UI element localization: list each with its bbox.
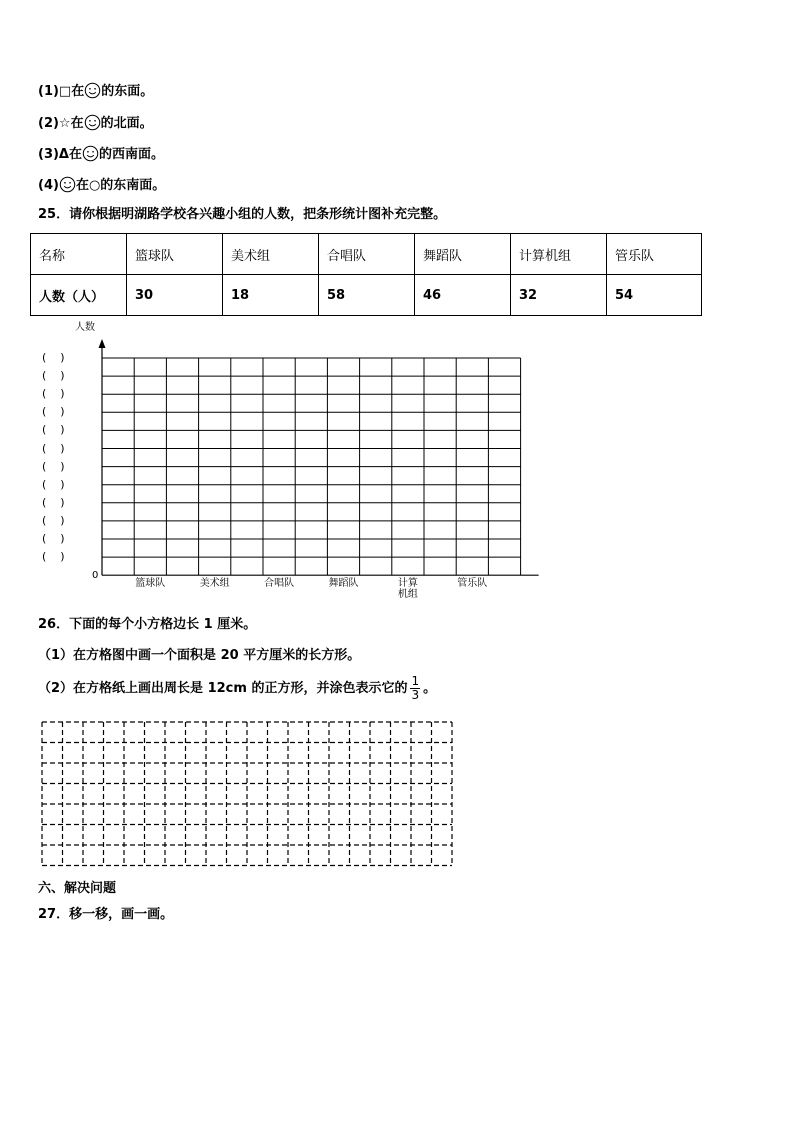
direction-prefix: (4): [38, 178, 59, 193]
direction-line-1: [38, 82, 153, 101]
category-label-text: 美术组: [199, 578, 230, 590]
fraction-denominator: 3: [411, 688, 420, 702]
y-tick-blank[interactable]: ( ): [42, 387, 65, 401]
table-cell: 32: [511, 275, 607, 316]
direction-suffix: 的东面。: [101, 84, 154, 99]
table-cell: 合唱队: [319, 234, 415, 275]
category-label-text: 舞蹈队: [328, 578, 359, 590]
q25-title: 25．请你根据明湖路学校各兴趣小组的人数，把条形统计图补充完整。: [38, 207, 447, 222]
y-tick-blank[interactable]: ( ): [42, 405, 65, 419]
smiley-face-icon: [84, 82, 101, 99]
fraction-one-third: [410, 675, 420, 702]
table-cell: 篮球队: [127, 234, 223, 275]
section-6-title: 六、解决问题: [38, 881, 117, 896]
y-axis-arrow-icon: [99, 339, 106, 348]
y-tick-blank[interactable]: ( ): [42, 441, 65, 455]
direction-line-4: [38, 176, 165, 195]
table-cell: 舞蹈队: [415, 234, 511, 275]
table-row: [31, 234, 702, 275]
y-tick-blank[interactable]: ( ): [42, 369, 65, 383]
table-row: [31, 275, 702, 316]
q26-part2: [38, 674, 436, 704]
category-label: [452, 578, 492, 589]
table-cell: 人数（人）: [31, 275, 127, 316]
bar-chart: [30, 318, 550, 608]
direction-prefix: (3)Δ在: [38, 147, 82, 162]
chart-grid: [30, 338, 550, 600]
y-tick-blank[interactable]: ( ): [42, 423, 65, 437]
table-cell: 58: [319, 275, 415, 316]
direction-line-3: [38, 145, 164, 164]
direction-suffix: 在○的东南面。: [75, 178, 166, 193]
table-cell: 名称: [31, 234, 127, 275]
y-axis-label: 人数: [75, 322, 95, 333]
origin-label: 0: [92, 570, 99, 581]
direction-prefix: (1)□在: [38, 84, 85, 99]
category-label-text: 管乐队: [457, 578, 488, 590]
y-tick-blank[interactable]: ( ): [42, 550, 65, 564]
direction-prefix: (2)☆在: [38, 116, 84, 131]
smiley-face-icon: [82, 145, 99, 162]
category-label-text: 篮球队: [135, 578, 166, 590]
direction-suffix: 的北面。: [100, 116, 153, 131]
group-count-table: [30, 233, 702, 316]
y-tick-blank[interactable]: ( ): [42, 513, 65, 527]
y-tick-blank[interactable]: ( ): [42, 459, 65, 473]
category-label: [388, 578, 428, 600]
table-cell: 美术组: [223, 234, 319, 275]
category-label-text: 计算: [397, 578, 418, 590]
table-cell: 54: [607, 275, 702, 316]
direction-line-2: [38, 114, 153, 133]
table-cell: 18: [223, 275, 319, 316]
direction-suffix: 的西南面。: [99, 147, 165, 162]
category-label: [195, 578, 235, 589]
category-label: [259, 578, 299, 589]
table-cell: 30: [127, 275, 223, 316]
y-tick-blank[interactable]: ( ): [42, 495, 65, 509]
y-tick-blank[interactable]: ( ): [42, 351, 65, 364]
table-cell: 46: [415, 275, 511, 316]
q26-part1: （1）在方格图中画一个面积是 20 平方厘米的长方形。: [38, 648, 361, 663]
fraction-numerator: 1: [411, 674, 420, 688]
smiley-face-icon: [84, 114, 101, 131]
table-cell: 管乐队: [607, 234, 702, 275]
category-label-text: 机组: [397, 589, 418, 601]
y-tick-blank[interactable]: ( ): [42, 477, 65, 491]
q27-text: 27．移一移，画一画。: [38, 907, 174, 922]
table-cell: 计算机组: [511, 234, 607, 275]
q26-part2-text: （2）在方格纸上画出周长是 12cm 的正方形，并涂色表示它的: [38, 681, 408, 696]
q26-title: 26．下面的每个小方格边长 1 厘米。: [38, 617, 257, 632]
q26-part2-end: 。: [423, 681, 437, 696]
smiley-face-icon: [59, 176, 76, 193]
category-label: [130, 578, 170, 589]
category-label-text: 合唱队: [264, 578, 295, 590]
category-label: [324, 578, 364, 589]
dashed-grid-paper[interactable]: [40, 720, 455, 870]
y-tick-blank[interactable]: ( ): [42, 532, 65, 545]
